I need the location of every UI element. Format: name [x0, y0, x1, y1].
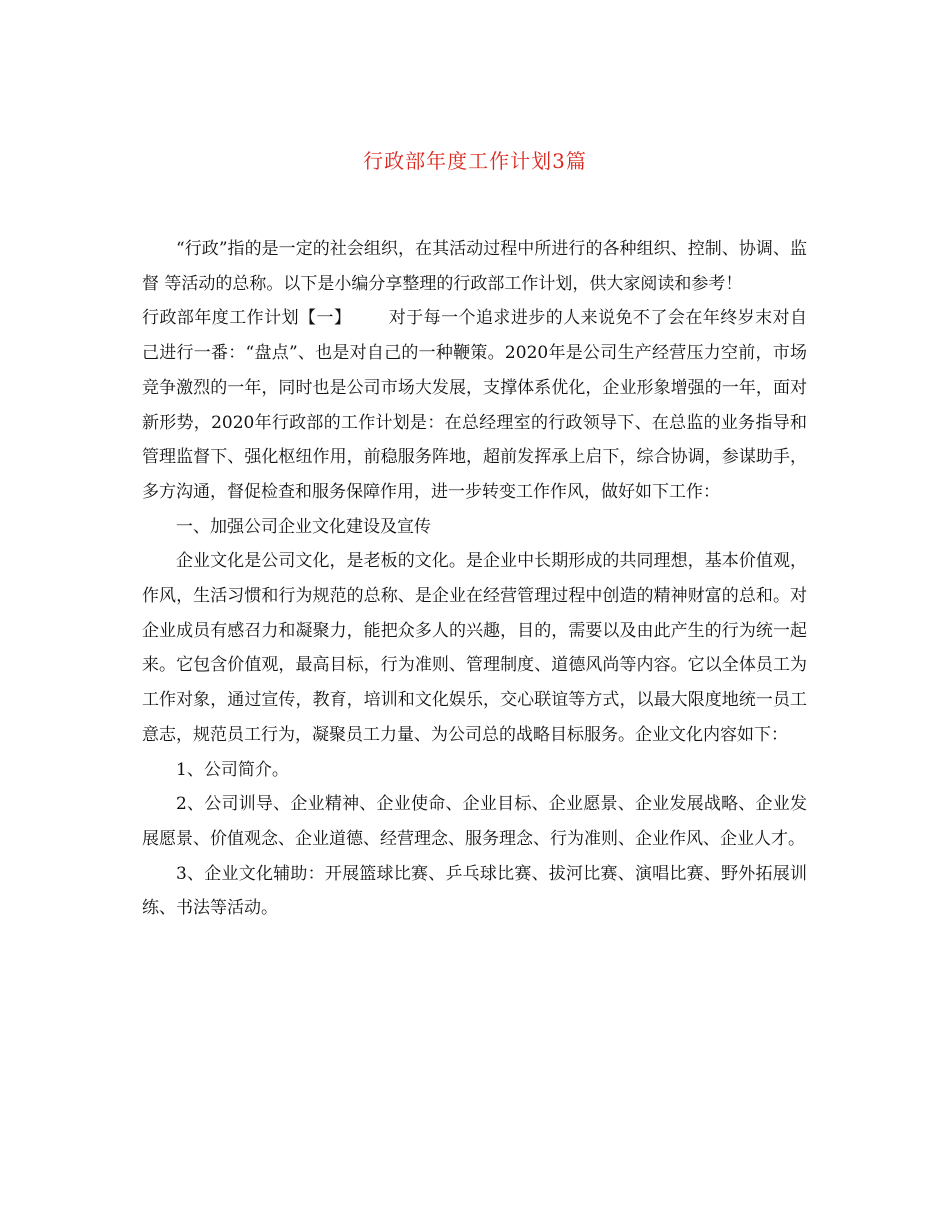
intro-paragraph: “行政”指的是一定的社会组织，在其活动过程中所进行的各种组织、控制、协调、监督 等活动的总称。以下是小编分享整理的行政部工作计划，供大家阅读和参考！: [142, 239, 807, 294]
section-one-paragraph: 企业文化是公司文化，是老板的文化。是企业中长期形成的共同理想，基本价值观，作风，生活习惯和行为规范的总称、是企业在经营管理过程中创造的精神财富的总和。对企业成员有感召力和凝聚力，能把众多人的兴趣，目的，需要以及由此产生的行为统一起来。它包含价值观，最高目标，行为准则、管理制度、道德风尚等内容。它以全体员工为工作对象，通过宣传，教育，培训和文化娱乐，交心联谊等方式，以最大限度地统一员工意志，规范员工行为，凝聚员工力量、为公司总的战略目标服务。企业文化内容如下：: [142, 551, 807, 745]
document-body: [142, 232, 807, 926]
plan-one-paragraph: [142, 301, 807, 509]
document-title: 行政部年度工作计划3篇: [363, 149, 587, 173]
plan-one-heading: 行政部年度工作计划【一】: [142, 308, 352, 329]
list-item: 1、公司简介。: [176, 759, 289, 780]
plan-one-opening: 对于每一个追求进步的人来说免不了会在年终岁末对自己进行一番：“盘点”、也是对自己的一种鞭策。2020年是公司生产经营压力空前，市场竞争激烈的一年，同时也是公司市场大发展，支撑体系优化，企业形象增强的一年，面对新形势，2020年行政部的工作计划是：在总经理室的行政领导下、在总监的业务指导和管理监督下、强化枢纽作用，前稳服务阵地，超前发挥承上启下，综合协调，参谋助手，多方沟通，督促检查和服务保障作用，进一步转变工作作风，做好如下工作：: [142, 308, 808, 502]
list-item: 3、企业文化辅助：开展篮球比赛、乒乓球比赛、拔河比赛、演唱比赛、野外拓展训练、书法等活动。: [142, 863, 807, 919]
list-item: 2、公司训导、企业精神、企业使命、企业目标、企业愿景、企业发展战略、企业发展愿景、价值观念、企业道德、经营理念、服务理念、行为准则、企业作风、企业人才。: [142, 794, 807, 849]
section-one-heading: 一、加强公司企业文化建设及宣传: [176, 516, 431, 537]
